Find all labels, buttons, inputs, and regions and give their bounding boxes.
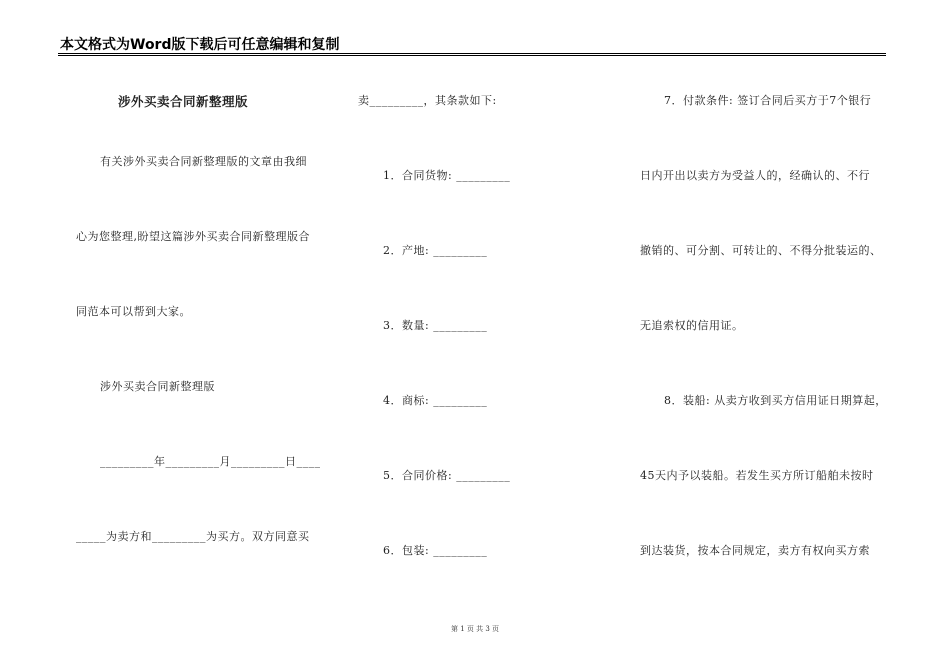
clause-line: 4．商标: _________ (383, 394, 488, 407)
paragraph-line: 涉外买卖合同新整理版 (100, 380, 215, 393)
clause-line: 6．包装: _________ (383, 544, 488, 557)
paragraph-line: 心为您整理,盼望这篇涉外买卖合同新整理版合 (76, 230, 310, 243)
paragraph-line: 有关涉外买卖合同新整理版的文章由我细 (100, 155, 307, 168)
doc-header: 本文格式为Word版下载后可任意编辑和复制 (60, 37, 340, 53)
clause-line: 3．数量: _________ (383, 319, 488, 332)
paragraph-line: 卖_________，其条款如下: (358, 94, 497, 107)
paragraph-line: 45天内予以装船。若发生买方所订船舶未按时 (640, 469, 874, 482)
paragraph-line: 日内开出以卖方为受益人的，经确认的、不行 (640, 169, 870, 182)
paragraph-line: 撤销的、可分割、可转让的、不得分批装运的、 (640, 244, 882, 257)
header-rule (58, 53, 886, 54)
document-title: 涉外买卖合同新整理版 (118, 94, 249, 109)
paragraph-line: 到达装货，按本合同规定，卖方有权向买方索 (640, 544, 870, 557)
clause-line: 2．产地: _________ (383, 244, 488, 257)
page-number: 第 1 页 共 3 页 (450, 625, 500, 633)
clause-line: 7．付款条件: 签订合同后买方于7个银行 (664, 94, 872, 107)
date-line: _________年_________月_________日____ (100, 455, 321, 468)
paragraph-line: 无追索权的信用证。 (640, 319, 744, 332)
paragraph-line: 同范本可以帮到大家。 (76, 305, 191, 318)
clause-line: 5．合同价格: _________ (383, 469, 511, 482)
header-rule-secondary (58, 55, 886, 56)
clause-line: 1．合同货物: _________ (383, 169, 511, 182)
clause-line: 8．装船: 从卖方收到买方信用证日期算起， (664, 394, 887, 407)
parties-line: _____为卖方和_________为买方。双方同意买 (76, 530, 310, 543)
